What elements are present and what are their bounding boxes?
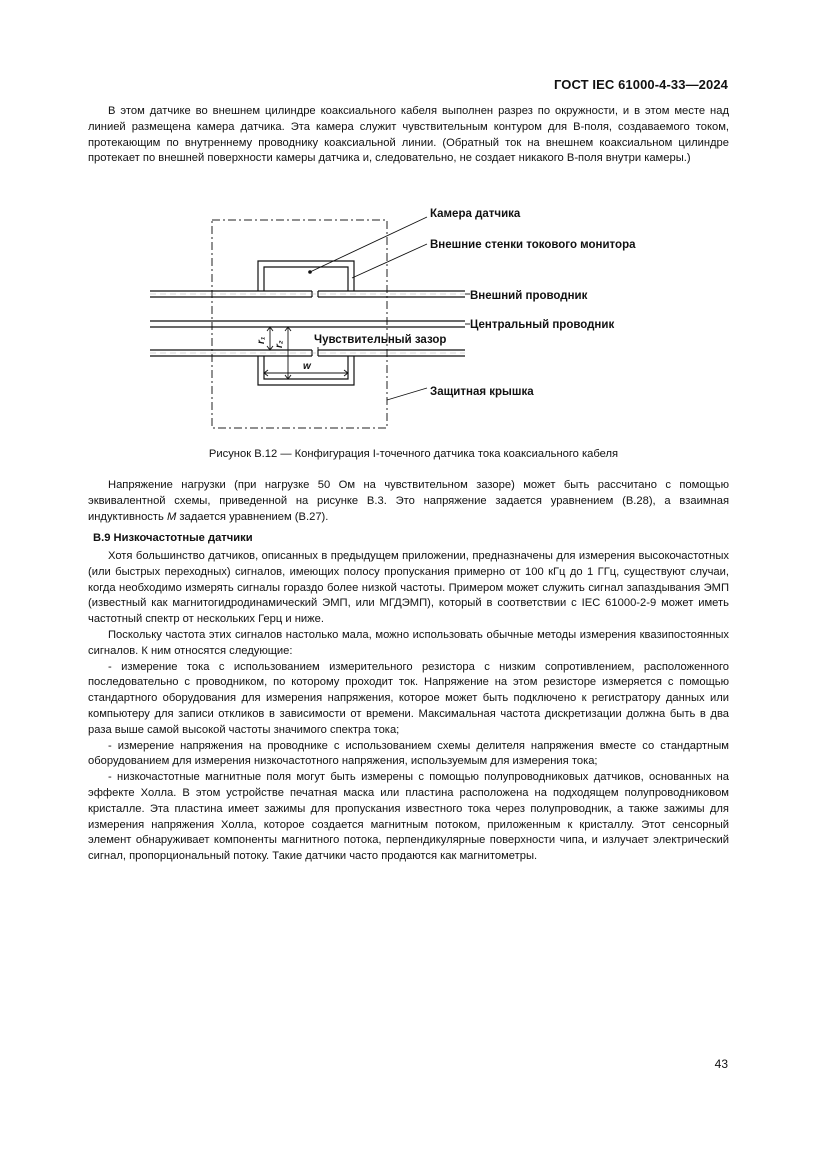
- protective-cover-outline: [212, 220, 387, 428]
- list-item-voltage-divider: - измерение напряжения на проводнике с использованием схемы делителя напряжения вместе со стандартным оборудованием для измерения низкочастотного напряжения, используемым для измерения тока;: [88, 739, 729, 768]
- list-item-hall-sensor: - низкочастотные магнитные поля могут быть измерены с помощью полупроводниковых датчиков, основанных на эффекте Холла. В этом устройстве печатная маска или пластина расположена на подходящем полупроводниковом кристалле. Эта пластина имеет зажимы для пропускания известного тока через полупроводник, а также зажимы для измерения напряжения Холла, которое создается магнитным потоком, приложенным к кристаллу. Этот сенсорный элемент обнаруживает компоненты магнитного потока, перпендикулярные поверхности чипа, и излучает электрический сигнал, пропорциональный потоку. Такие датчики часто продаются как магнитометры.: [88, 771, 729, 863]
- section-paragraph-2: Поскольку частота этих сигналов настолько мала, можно использовать обычные методы измерения квазипостоянных сигналов. К ним относятся следующие:: [88, 628, 729, 657]
- page-number: 43: [714, 1057, 728, 1071]
- intro-paragraph-block: [88, 104, 729, 167]
- label-sensor-chamber: Камера датчика: [430, 208, 521, 220]
- after-figure-paragraph-block: [88, 478, 729, 525]
- label-sensitive-gap: Чувствительный зазор: [314, 334, 447, 346]
- after-figure-text-2: задается уравнением (B.27).: [176, 510, 329, 523]
- label-center-conductor: Центральный проводник: [470, 319, 615, 331]
- section-b9-title: B.9 Низкочастотные датчики: [93, 532, 253, 544]
- section-paragraph-1: Хотя большинство датчиков, описанных в предыдущем приложении, предназначены для измерения высокочастотных (или быстрых переходных) сигналов, имеющих полосу пропускания примерно от 100 кГц до 1 ГГц, существуют случаи, когда необходимо измерять сигналы гораздо более низкой частоты. Примером может служить сигнал запаздывания ЭМП (известный как магнитогидродинамический ЭМП, или МГДЭМП), который в соответствии с IEC 61000-2-9 может иметь частотный спектр от нескольких Герц и ниже.: [88, 550, 729, 626]
- section-b9-body: [88, 549, 729, 865]
- r1-symbol: r₁: [256, 336, 267, 344]
- leader-sensor-chamber: [310, 217, 427, 272]
- leader-protective-cover: [387, 388, 427, 400]
- r1-dimension: [267, 327, 273, 350]
- r2-symbol: r₂: [274, 340, 285, 348]
- figure-caption: Рисунок B.12 — Конфигурация I-точечного датчика тока коаксиального кабеля: [208, 448, 619, 460]
- document-id-header: ГОСТ IEC 61000-4-33—2024: [553, 77, 728, 92]
- label-protective-cover: Защитная крышка: [430, 386, 534, 398]
- outer-conductor-bottom: [150, 350, 465, 356]
- center-conductor: [150, 321, 465, 327]
- label-outer-walls: Внешние стенки токового монитора: [430, 239, 636, 251]
- outer-conductor-top: [150, 291, 465, 297]
- after-figure-paragraph: [88, 478, 729, 525]
- intro-paragraph: В этом датчике во внешнем цилиндре коаксиального кабеля выполнен разрез по окружности, и в этом месте над линией размещена камера датчика. Эта камера служит чувствительным контуром для B-поля, создаваемого током, протекающим по внутреннему проводнику коаксиальной линии. (Обратный ток на внешнем коаксиальном цилиндре протекает по внешней поверхности камеры датчика и, следовательно, не создает никакого B-поля внутри камеры.): [88, 105, 729, 165]
- label-outer-conductor: Внешний проводник: [470, 290, 588, 302]
- figure-b12-diagram: [140, 205, 660, 440]
- mutual-inductance-symbol: M: [166, 510, 177, 523]
- leader-outer-walls: [352, 244, 427, 278]
- after-figure-text-1: Напряжение нагрузки (при нагрузке 50 Ом на чувствительном зазоре) может быть рассчитано с помощью эквивалентной схемы, приведенной на рисунке B.3. Это напряжение задается уравнением (B.28), а взаимная индуктивность: [88, 479, 729, 523]
- w-symbol: w: [303, 361, 311, 372]
- list-item-shunt-resistor: - измерение тока с использованием измерительного резистора с низким сопротивлением, расположенного последовательно с проводником, по которому проходит ток. Напряжение на этом резисторе измеряется с помощью стандартного оборудования для измерения напряжения, которое может быть подключено к регистратору данных или компьютеру для записи откликов в зависимости от времени. Максимальная частота дискретизации должна быть в два раза выше самой высокой частоты значимого спектра тока;: [88, 660, 729, 736]
- upper-sensor-chamber: [258, 261, 354, 291]
